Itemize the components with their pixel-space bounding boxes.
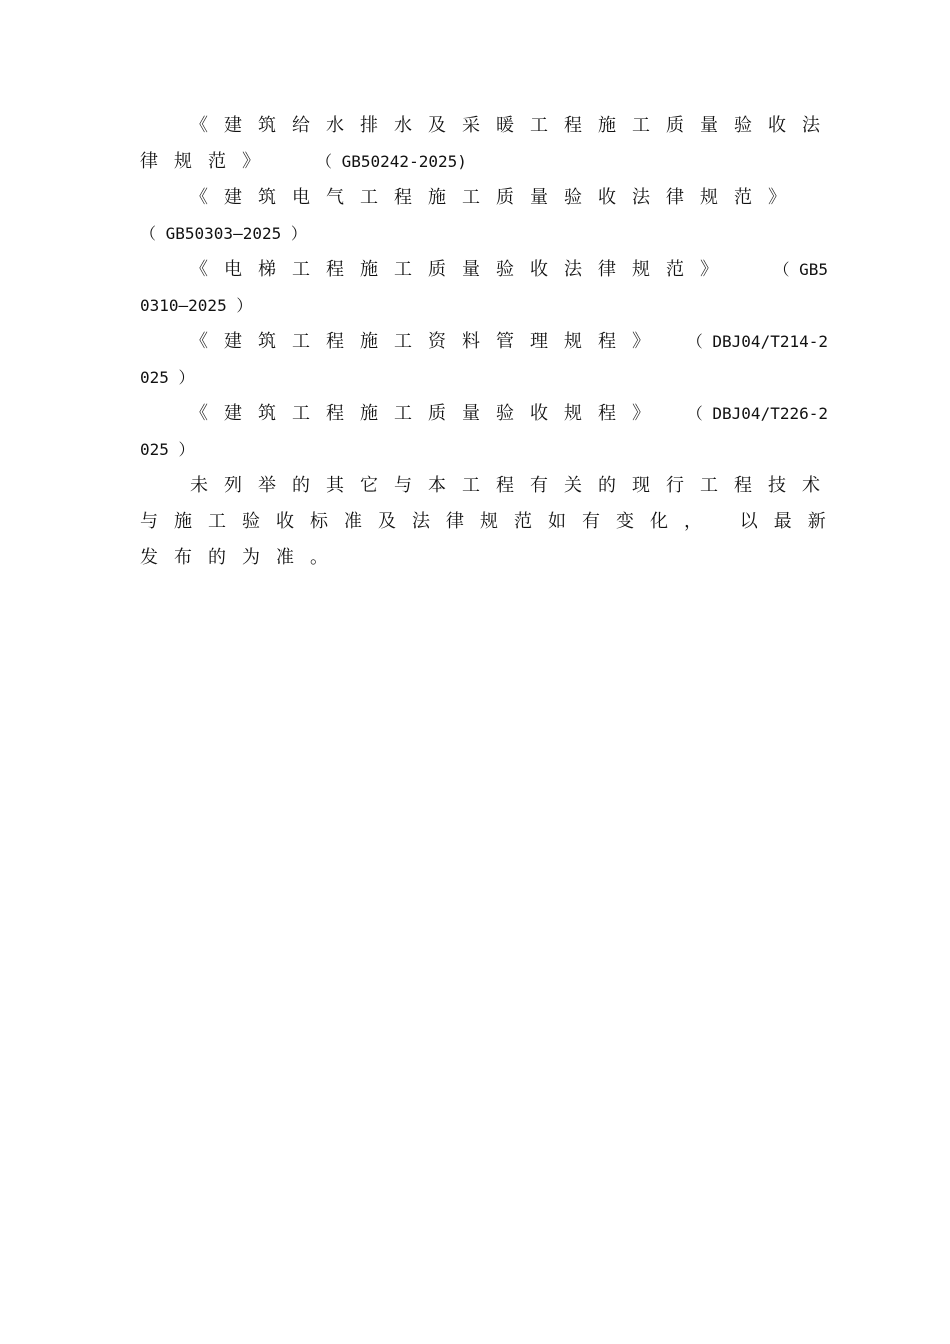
note-text-1: 未列举的其它与本工程有关的现行工程技术 [190,475,836,496]
standard-3-line-1 [140,252,828,288]
standard-5-line-2 [140,432,828,468]
standard-5-line-1 [140,396,828,432]
standard-3-title: 《电梯工程施工质量验收法律规范》 [190,259,734,280]
note-line-2 [140,504,842,540]
standard-1-code: （ GB50242-2025) [324,152,467,171]
standard-4-title: 《建筑工程施工资料管理规程》 [190,331,666,352]
standard-2-title: 《建筑电气工程施工质量验收法律规范》 [190,187,802,208]
standards-list [140,108,842,576]
note-text-3: 发布的为准。 [140,547,344,568]
standard-2-line-1 [140,180,828,216]
standard-3-line-2 [140,288,828,324]
standard-1-line-1 [140,108,836,144]
standard-5-title: 《建筑工程施工质量验收规程》 [190,403,666,424]
standard-1-title-cont: 律规范》 [140,151,276,172]
standard-1-title: 《建筑给水排水及采暖工程施工质量验收法 [190,115,836,136]
note-line-1 [140,468,836,504]
standard-5-code-start: （ DBJ04/T226-2 [686,404,828,423]
note-text-2: 与施工验收标准及法律规范如有变化， 以最新 [140,511,842,532]
standard-1-line-2 [140,144,828,180]
note-line-3 [140,540,828,576]
standard-3-code-start: （ GB5 [773,260,828,279]
standard-5-code-end: 025 ） [140,440,195,459]
standard-2-code: （ GB50303—2025 ） [140,224,307,243]
standard-4-line-1 [140,324,828,360]
standard-3-code-end: 0310—2025 ） [140,296,253,315]
standard-2-line-2 [140,216,828,252]
standard-4-line-2 [140,360,828,396]
standard-4-code-start: （ DBJ04/T214-2 [686,332,828,351]
standard-4-code-end: 025 ） [140,368,195,387]
